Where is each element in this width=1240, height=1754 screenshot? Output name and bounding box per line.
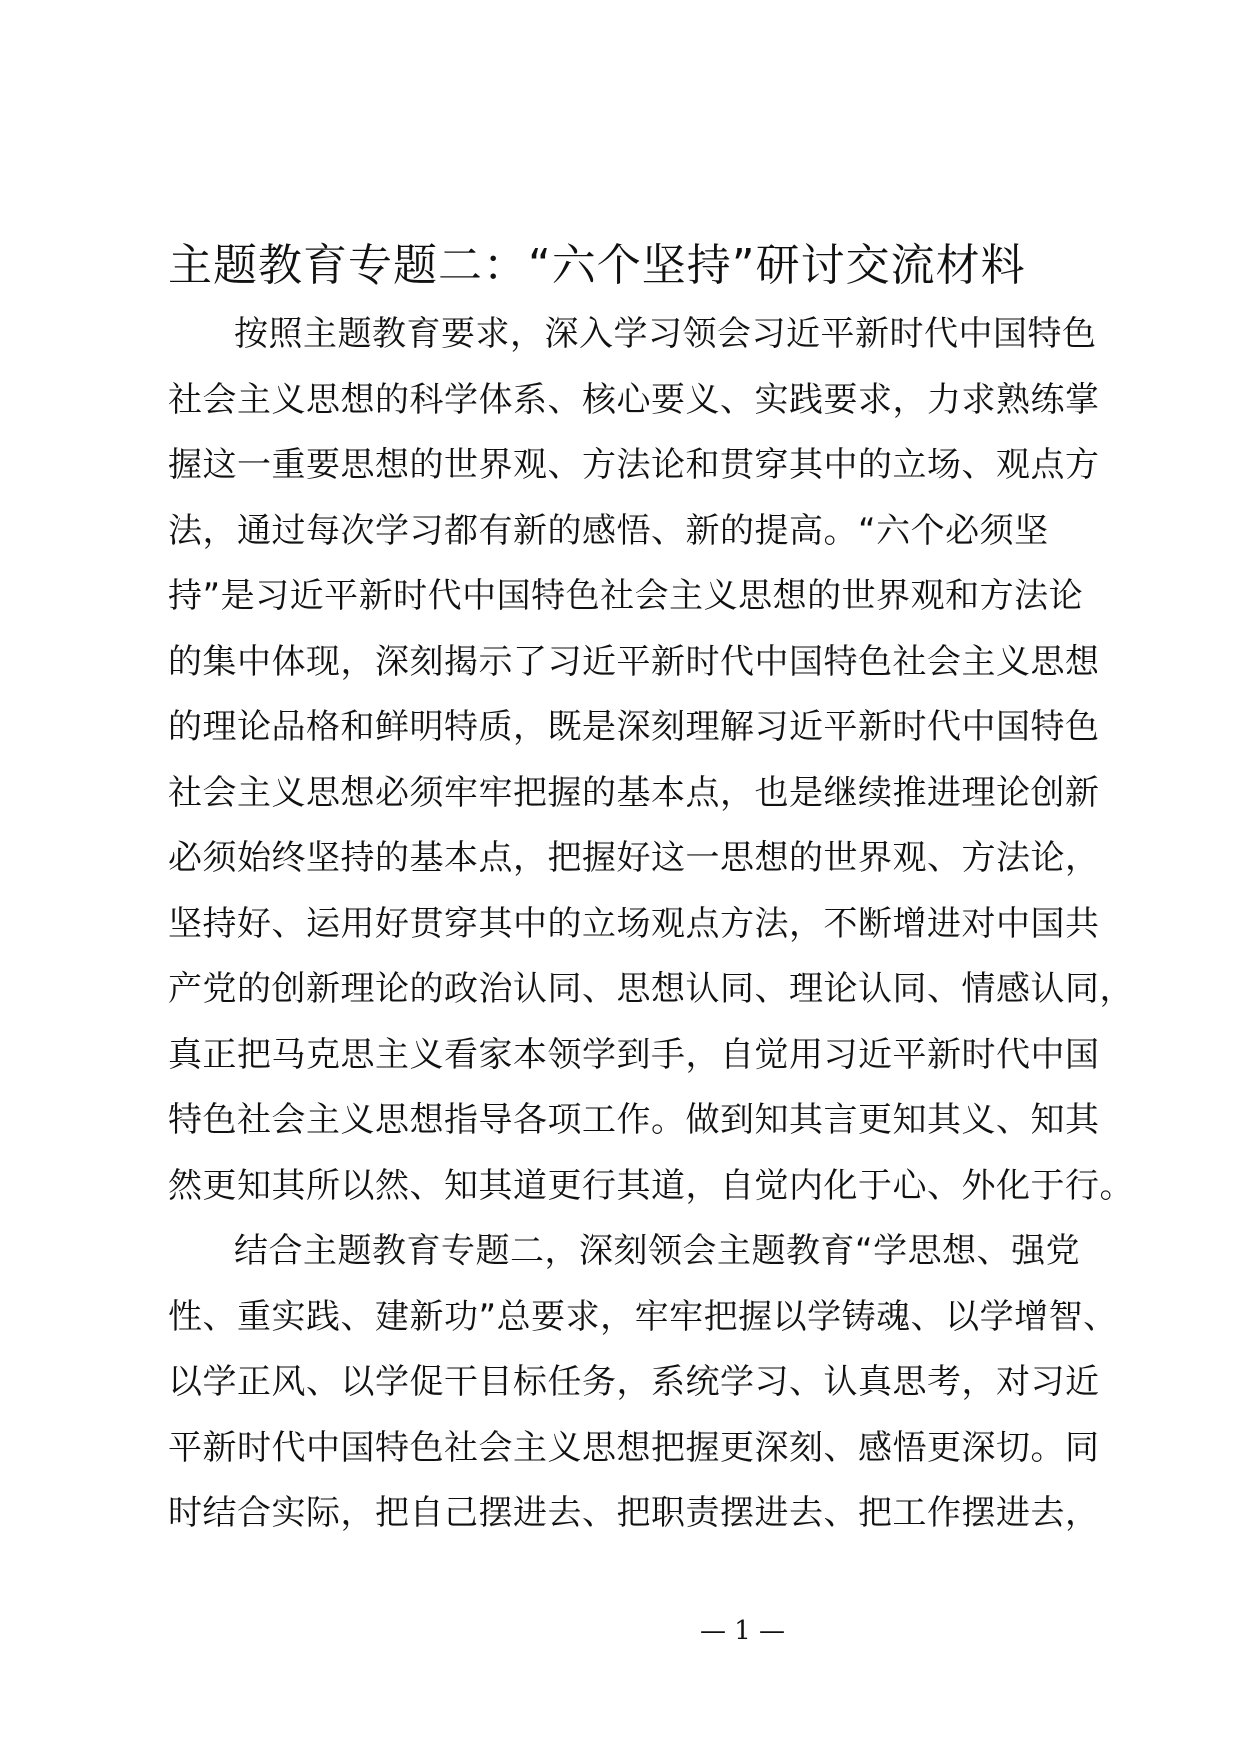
text-line: 持”是习近平新时代中国特色社会主义思想的世界观和方法论 <box>168 576 1084 616</box>
text-line: 性、重实践、建新功”总要求，牢牢把握以学铸魂、以学增智、 <box>168 1296 1118 1337</box>
text-line: 结合主题教育专题二，深刻领会主题教育“学思想、强党 <box>234 1231 1081 1271</box>
document-body <box>168 302 1134 1547</box>
text-line: 以学正风、以学促干目标任务，系统学习、认真思考，对习近 <box>168 1362 1100 1402</box>
page-number: — 1 — <box>699 1616 786 1646</box>
document-title: 主题教育专题二：“六个坚持”研讨交流材料 <box>168 240 1026 291</box>
text-line: 的理论品格和鲜明特质，既是深刻理解习近平新时代中国特色 <box>168 707 1100 747</box>
text-line: 社会主义思想的科学体系、核心要义、实践要求，力求熟练掌 <box>168 379 1100 420</box>
text-line: 社会主义思想必须牢牢把握的基本点，也是继续推进理论创新 <box>168 772 1100 813</box>
text-line: 按照主题教育要求，深入学习领会习近平新时代中国特色 <box>234 314 1097 354</box>
text-line: 真正把马克思主义看家本领学到手，自觉用习近平新时代中国 <box>168 1034 1100 1075</box>
text-line: 产党的创新理论的政治认同、思想认同、理论认同、情感认同， <box>168 969 1134 1009</box>
text-line: 必须始终坚持的基本点，把握好这一思想的世界观、方法论， <box>168 838 1100 878</box>
text-line: 然更知其所以然、知其道更行其道，自觉内化于心、外化于行。 <box>168 1165 1134 1206</box>
text-line: 坚持好、运用好贯穿其中的立场观点方法，不断增进对中国共 <box>168 903 1100 944</box>
paragraph-1 <box>168 302 1134 1219</box>
text-line: 法，通过每次学习都有新的感悟、新的提高。“六个必须坚 <box>168 510 1049 551</box>
text-line: 的集中体现，深刻揭示了习近平新时代中国特色社会主义思想 <box>168 641 1100 682</box>
text-line: 特色社会主义思想指导各项工作。做到知其言更知其义、知其 <box>168 1100 1100 1140</box>
text-line: 握这一重要思想的世界观、方法论和贯穿其中的立场、观点方 <box>168 445 1100 485</box>
text-line: 时结合实际，把自己摆进去、把职责摆进去、把工作摆进去， <box>168 1493 1100 1533</box>
paragraph-2 <box>168 1219 1128 1547</box>
text-line: 平新时代中国特色社会主义思想把握更深刻、感悟更深切。同 <box>168 1427 1100 1468</box>
